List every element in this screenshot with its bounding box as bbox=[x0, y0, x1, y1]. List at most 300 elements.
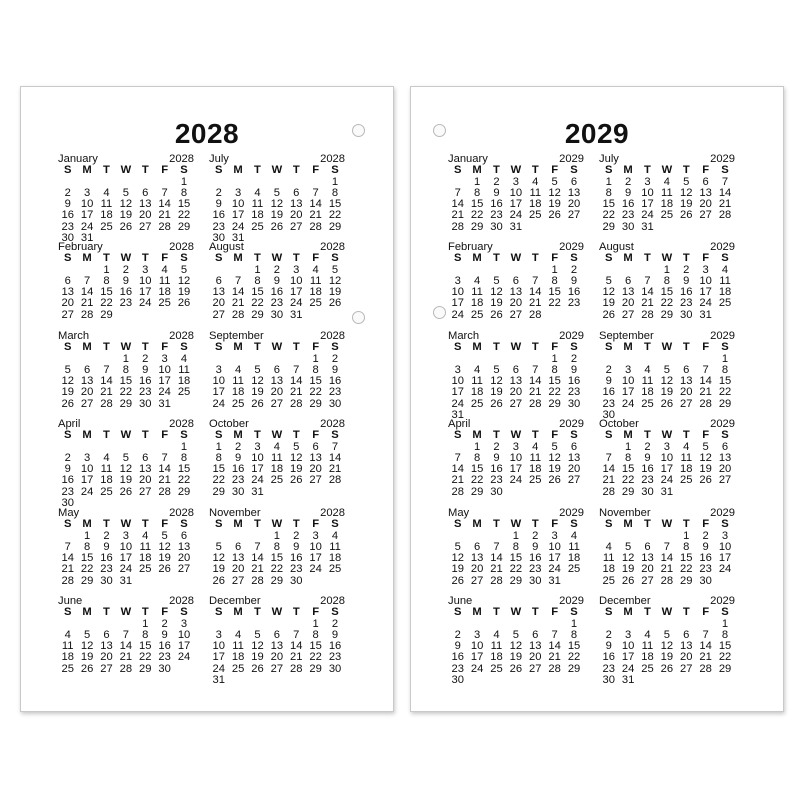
day-cell: 15 bbox=[718, 640, 732, 653]
month-july bbox=[599, 154, 735, 233]
day-cell bbox=[174, 576, 193, 587]
day-cell: 26 bbox=[602, 308, 615, 321]
day-cell: 15 bbox=[177, 198, 191, 211]
day-cell: 21 bbox=[699, 386, 712, 399]
day-cell: 10 bbox=[509, 451, 523, 464]
month-year: 2029 bbox=[710, 330, 735, 342]
day-cell: 9 bbox=[624, 186, 632, 199]
day-cell bbox=[696, 675, 715, 686]
day-cell: 3 bbox=[234, 186, 242, 199]
day-cell: 9 bbox=[64, 463, 71, 476]
day-cell: 29 bbox=[470, 220, 484, 233]
day-cell: 17 bbox=[158, 375, 171, 388]
weekday-label: T bbox=[141, 429, 149, 442]
weekday-label: S bbox=[63, 518, 72, 531]
day-cell: 28 bbox=[548, 662, 561, 675]
month-name: August bbox=[209, 241, 244, 253]
day-cell: 24 bbox=[641, 209, 654, 222]
day-cell: 16 bbox=[231, 463, 245, 476]
day-cell: 6 bbox=[83, 363, 91, 376]
day-cell: 10 bbox=[309, 540, 322, 553]
day-cell: 28 bbox=[119, 662, 133, 675]
week-row bbox=[209, 664, 345, 675]
day-cell: 26 bbox=[621, 574, 635, 587]
day-cell: 28 bbox=[290, 397, 303, 410]
day-cell: 7 bbox=[161, 451, 168, 464]
day-cell bbox=[325, 487, 344, 498]
weekday-label: W bbox=[510, 164, 522, 177]
day-cell: 12 bbox=[602, 286, 615, 299]
day-cell: 25 bbox=[309, 297, 322, 310]
weekday-label: S bbox=[604, 341, 613, 354]
day-cell: 8 bbox=[312, 363, 319, 376]
day-cell: 5 bbox=[254, 628, 261, 641]
day-cell: 19 bbox=[680, 198, 693, 211]
day-cell: 6 bbox=[683, 363, 690, 376]
week-row bbox=[599, 675, 735, 686]
day-cell: 24 bbox=[451, 308, 464, 321]
day-cell bbox=[715, 222, 734, 233]
day-cell: 19 bbox=[177, 286, 191, 299]
day-cell: 27 bbox=[177, 563, 191, 576]
day-cell: 18 bbox=[641, 651, 654, 664]
weekday-label: W bbox=[271, 606, 283, 619]
day-cell: 15 bbox=[718, 375, 732, 388]
weekday-label: F bbox=[551, 429, 559, 442]
day-cell: 22 bbox=[309, 386, 322, 399]
day-cell: 11 bbox=[271, 451, 283, 464]
day-cell: 26 bbox=[509, 662, 523, 675]
day-cell: 11 bbox=[232, 375, 244, 388]
weekday-label: M bbox=[623, 164, 633, 177]
month-year: 2029 bbox=[710, 418, 735, 430]
day-cell bbox=[677, 675, 696, 686]
day-cell: 25 bbox=[470, 308, 484, 321]
day-cell: 7 bbox=[161, 186, 168, 199]
day-cell: 5 bbox=[605, 274, 612, 287]
day-cell: 13 bbox=[231, 552, 245, 565]
day-cell: 2 bbox=[331, 352, 339, 365]
weekday-label: W bbox=[661, 606, 673, 619]
day-cell: 15 bbox=[270, 552, 284, 565]
weekday-header-row bbox=[209, 430, 345, 441]
month-name: February bbox=[58, 241, 103, 253]
day-cell: 19 bbox=[119, 474, 133, 487]
day-cell: 25 bbox=[231, 397, 245, 410]
day-cell: 18 bbox=[309, 286, 322, 299]
day-cell bbox=[487, 675, 506, 686]
day-cell: 28 bbox=[158, 220, 171, 233]
day-cell: 7 bbox=[331, 440, 339, 453]
week-row bbox=[448, 399, 584, 410]
day-cell: 21 bbox=[602, 474, 615, 487]
day-cell: 11 bbox=[139, 540, 152, 553]
day-cell: 7 bbox=[702, 628, 709, 641]
day-cell: 2 bbox=[570, 263, 578, 276]
day-cell: 11 bbox=[490, 640, 503, 653]
day-cell: 10 bbox=[290, 274, 303, 287]
month-december bbox=[599, 596, 735, 686]
day-cell: 14 bbox=[251, 552, 264, 565]
day-cell: 29 bbox=[212, 485, 225, 498]
weekday-label: M bbox=[82, 606, 92, 619]
day-cell: 13 bbox=[61, 286, 74, 299]
day-cell: 23 bbox=[490, 209, 503, 222]
day-cell: 7 bbox=[103, 363, 110, 376]
day-cell: 21 bbox=[548, 651, 561, 664]
month-header bbox=[599, 154, 735, 165]
day-cell: 1 bbox=[254, 263, 261, 276]
day-cell: 28 bbox=[660, 574, 674, 587]
month-name: June bbox=[448, 595, 473, 607]
day-cell: 27 bbox=[680, 397, 693, 410]
day-cell: 8 bbox=[512, 540, 519, 553]
month-name: January bbox=[58, 153, 98, 165]
weekday-label: T bbox=[682, 164, 690, 177]
day-cell: 27 bbox=[509, 308, 523, 321]
month-header bbox=[58, 508, 194, 519]
day-cell: 15 bbox=[548, 375, 561, 388]
day-cell: 27 bbox=[139, 485, 152, 498]
day-cell: 12 bbox=[80, 640, 94, 653]
weekday-label: T bbox=[254, 252, 261, 265]
day-cell: 25 bbox=[100, 485, 113, 498]
day-cell: 4 bbox=[532, 440, 539, 453]
day-cell: 14 bbox=[290, 640, 303, 653]
weekday-header-row bbox=[58, 430, 194, 441]
day-cell: 22 bbox=[251, 297, 264, 310]
month-header bbox=[448, 419, 584, 430]
day-cell: 23 bbox=[119, 297, 133, 310]
day-cell: 25 bbox=[328, 563, 342, 576]
day-cell: 11 bbox=[602, 552, 615, 565]
day-cell: 15 bbox=[602, 198, 615, 211]
day-cell: 17 bbox=[80, 474, 94, 487]
day-cell: 16 bbox=[328, 640, 342, 653]
weekday-label: F bbox=[312, 164, 320, 177]
day-cell: 27 bbox=[718, 474, 732, 487]
day-cell: 2 bbox=[644, 440, 651, 453]
day-cell: 9 bbox=[293, 540, 300, 553]
day-cell: 20 bbox=[641, 563, 654, 576]
day-cell: 8 bbox=[551, 274, 558, 287]
month-header bbox=[448, 154, 584, 165]
day-cell: 25 bbox=[602, 574, 615, 587]
day-cell: 3 bbox=[83, 186, 91, 199]
day-cell: 3 bbox=[254, 440, 261, 453]
binder-hole-icon bbox=[352, 124, 365, 137]
day-cell: 11 bbox=[719, 274, 731, 287]
day-cell: 8 bbox=[551, 363, 558, 376]
day-cell: 7 bbox=[702, 363, 709, 376]
day-cell: 19 bbox=[251, 386, 264, 399]
day-cell: 23 bbox=[567, 386, 581, 399]
weekday-label: F bbox=[702, 252, 710, 265]
day-cell: 4 bbox=[254, 186, 261, 199]
day-cell: 1 bbox=[473, 440, 481, 453]
day-cell: 10 bbox=[212, 640, 225, 653]
day-cell: 7 bbox=[493, 540, 500, 553]
weekday-label: F bbox=[161, 606, 169, 619]
weekday-label: T bbox=[141, 252, 149, 265]
weekday-label: M bbox=[472, 518, 482, 531]
day-cell: 23 bbox=[231, 474, 245, 487]
day-cell: 9 bbox=[493, 451, 500, 464]
day-cell: 20 bbox=[718, 463, 732, 476]
day-cell: 17 bbox=[509, 463, 523, 476]
day-cell: 31 bbox=[158, 397, 171, 410]
day-cell: 8 bbox=[180, 451, 188, 464]
day-cell: 2 bbox=[122, 263, 129, 276]
day-cell: 24 bbox=[290, 297, 303, 310]
day-cell: 1 bbox=[312, 352, 319, 365]
day-cell: 8 bbox=[570, 628, 578, 641]
day-cell: 26 bbox=[290, 474, 303, 487]
day-cell: 3 bbox=[215, 628, 222, 641]
day-cell: 9 bbox=[570, 274, 578, 287]
weekday-label: F bbox=[702, 606, 710, 619]
day-cell: 24 bbox=[509, 209, 523, 222]
day-cell: 1 bbox=[312, 617, 319, 630]
day-cell bbox=[696, 487, 715, 498]
weekday-label: T bbox=[103, 606, 110, 619]
day-cell: 31 bbox=[231, 232, 245, 245]
day-cell: 17 bbox=[177, 640, 191, 653]
day-cell: 18 bbox=[660, 198, 674, 211]
day-cell: 13 bbox=[680, 375, 693, 388]
weekday-label: T bbox=[254, 164, 261, 177]
month-header bbox=[58, 154, 194, 165]
day-cell: 22 bbox=[602, 209, 615, 222]
day-cell: 13 bbox=[641, 552, 654, 565]
day-cell: 22 bbox=[119, 386, 133, 399]
day-cell: 14 bbox=[100, 375, 113, 388]
day-cell: 15 bbox=[80, 552, 94, 565]
weekday-label: S bbox=[721, 606, 729, 619]
day-cell: 7 bbox=[454, 451, 461, 464]
day-cell: 21 bbox=[158, 209, 171, 222]
day-cell: 26 bbox=[251, 662, 264, 675]
day-cell: 29 bbox=[660, 308, 674, 321]
month-year: 2028 bbox=[169, 418, 194, 430]
week-row bbox=[599, 487, 735, 498]
day-cell: 22 bbox=[270, 563, 284, 576]
weekday-label: M bbox=[82, 518, 92, 531]
weekday-label: W bbox=[271, 518, 283, 531]
month-name: June bbox=[58, 595, 83, 607]
day-cell: 23 bbox=[100, 563, 113, 576]
day-cell: 17 bbox=[641, 198, 654, 211]
day-cell: 14 bbox=[660, 552, 674, 565]
weekday-label: T bbox=[103, 518, 110, 531]
weekday-label: F bbox=[312, 518, 320, 531]
day-cell: 17 bbox=[290, 286, 303, 299]
weekday-label: M bbox=[623, 606, 633, 619]
day-cell: 25 bbox=[251, 220, 264, 233]
day-cell bbox=[325, 310, 344, 321]
day-cell: 24 bbox=[470, 662, 484, 675]
day-cell: 26 bbox=[61, 397, 74, 410]
day-cell: 6 bbox=[624, 274, 632, 287]
day-cell: 6 bbox=[570, 175, 578, 188]
day-cell: 11 bbox=[568, 540, 580, 553]
day-cell: 3 bbox=[161, 352, 168, 365]
day-cell: 28 bbox=[309, 220, 322, 233]
month-name: March bbox=[448, 330, 480, 342]
day-cell: 14 bbox=[490, 552, 503, 565]
day-cell: 15 bbox=[328, 198, 342, 211]
day-cell: 4 bbox=[161, 263, 168, 276]
day-cell: 10 bbox=[80, 198, 94, 211]
day-cell: 21 bbox=[490, 563, 503, 576]
day-cell bbox=[228, 675, 247, 686]
day-cell: 12 bbox=[212, 552, 225, 565]
day-cell: 16 bbox=[100, 552, 113, 565]
day-cell: 11 bbox=[61, 640, 74, 653]
day-cell: 29 bbox=[621, 485, 635, 498]
day-cell bbox=[564, 576, 583, 587]
weekday-label: W bbox=[510, 341, 522, 354]
day-cell: 30 bbox=[61, 497, 74, 510]
day-cell: 25 bbox=[177, 386, 191, 399]
day-cell: 27 bbox=[680, 662, 693, 675]
weekday-label: S bbox=[180, 341, 188, 354]
day-cell: 18 bbox=[231, 386, 245, 399]
day-cell: 12 bbox=[548, 451, 561, 464]
month-header bbox=[599, 242, 735, 253]
day-cell: 5 bbox=[161, 529, 168, 542]
week-row bbox=[58, 487, 194, 498]
month-year: 2028 bbox=[320, 507, 345, 519]
weekday-header-row bbox=[599, 519, 735, 530]
day-cell: 23 bbox=[328, 651, 342, 664]
day-cell bbox=[306, 310, 325, 321]
month-name: April bbox=[58, 418, 81, 430]
day-cell: 2 bbox=[64, 451, 71, 464]
weekday-header-row bbox=[448, 607, 584, 618]
day-cell: 24 bbox=[139, 297, 152, 310]
day-cell: 21 bbox=[451, 474, 464, 487]
day-cell: 17 bbox=[718, 552, 732, 565]
day-cell bbox=[545, 222, 564, 233]
day-cell: 22 bbox=[718, 386, 732, 399]
day-cell: 14 bbox=[602, 463, 615, 476]
weekday-label: W bbox=[120, 429, 132, 442]
month-november bbox=[209, 508, 345, 587]
weekday-label: F bbox=[161, 341, 169, 354]
day-cell: 10 bbox=[660, 451, 674, 464]
week-row bbox=[448, 576, 584, 587]
day-cell: 12 bbox=[699, 451, 712, 464]
day-cell: 5 bbox=[122, 186, 129, 199]
day-cell: 22 bbox=[567, 651, 581, 664]
day-cell: 17 bbox=[660, 463, 674, 476]
day-cell: 4 bbox=[103, 186, 110, 199]
day-cell: 1 bbox=[570, 617, 578, 630]
weekday-label: S bbox=[214, 252, 223, 265]
month-year: 2028 bbox=[320, 153, 345, 165]
day-cell: 7 bbox=[293, 363, 300, 376]
day-cell: 16 bbox=[567, 375, 581, 388]
day-cell: 6 bbox=[215, 274, 222, 287]
day-cell: 24 bbox=[80, 220, 94, 233]
day-cell: 12 bbox=[509, 640, 523, 653]
day-cell: 4 bbox=[532, 175, 539, 188]
day-cell: 15 bbox=[139, 640, 152, 653]
day-cell bbox=[467, 675, 486, 686]
weekday-label: T bbox=[493, 518, 500, 531]
weekday-label: S bbox=[453, 429, 462, 442]
day-cell: 25 bbox=[641, 397, 654, 410]
day-cell: 27 bbox=[509, 397, 523, 410]
day-cell: 7 bbox=[454, 186, 461, 199]
weekday-label: S bbox=[331, 518, 339, 531]
day-cell: 22 bbox=[718, 651, 732, 664]
month-name: July bbox=[209, 153, 229, 165]
day-cell: 2 bbox=[454, 628, 461, 641]
weekday-label: S bbox=[214, 341, 223, 354]
day-cell bbox=[306, 487, 325, 498]
day-cell: 19 bbox=[119, 209, 133, 222]
day-cell: 20 bbox=[509, 297, 523, 310]
weekday-label: T bbox=[292, 518, 300, 531]
day-cell: 26 bbox=[451, 574, 464, 587]
weekday-label: M bbox=[233, 518, 243, 531]
day-cell: 9 bbox=[161, 628, 168, 641]
day-cell: 14 bbox=[328, 451, 342, 464]
day-cell: 30 bbox=[290, 574, 303, 587]
day-cell bbox=[155, 310, 174, 321]
month-august bbox=[209, 242, 345, 321]
day-cell: 10 bbox=[158, 363, 171, 376]
day-cell: 30 bbox=[621, 220, 635, 233]
day-cell bbox=[155, 576, 174, 587]
day-cell: 8 bbox=[180, 186, 188, 199]
day-cell: 18 bbox=[328, 552, 342, 565]
day-cell bbox=[545, 675, 564, 686]
day-cell: 1 bbox=[215, 440, 222, 453]
month-header bbox=[58, 242, 194, 253]
day-cell: 23 bbox=[680, 297, 693, 310]
day-cell: 13 bbox=[567, 451, 581, 464]
day-cell: 6 bbox=[702, 175, 709, 188]
weekday-label: M bbox=[233, 341, 243, 354]
weekday-label: W bbox=[120, 518, 132, 531]
day-cell bbox=[267, 675, 286, 686]
day-cell: 22 bbox=[680, 563, 693, 576]
day-cell: 27 bbox=[529, 662, 542, 675]
day-cell: 27 bbox=[470, 574, 484, 587]
day-cell: 11 bbox=[680, 451, 693, 464]
weekday-label: T bbox=[531, 606, 539, 619]
day-cell: 16 bbox=[119, 286, 133, 299]
day-cell: 1 bbox=[142, 617, 149, 630]
day-cell: 15 bbox=[212, 463, 225, 476]
month-header bbox=[599, 331, 735, 342]
day-cell: 23 bbox=[567, 297, 581, 310]
day-cell: 20 bbox=[699, 198, 712, 211]
day-cell: 30 bbox=[699, 574, 712, 587]
day-cell: 7 bbox=[312, 186, 319, 199]
day-cell: 13 bbox=[509, 286, 523, 299]
day-cell: 5 bbox=[663, 628, 670, 641]
weekday-label: S bbox=[180, 252, 188, 265]
weekday-label: T bbox=[531, 164, 539, 177]
day-cell: 9 bbox=[142, 363, 149, 376]
weekday-label: S bbox=[721, 429, 729, 442]
day-cell: 16 bbox=[641, 463, 654, 476]
day-cell: 11 bbox=[471, 375, 483, 388]
